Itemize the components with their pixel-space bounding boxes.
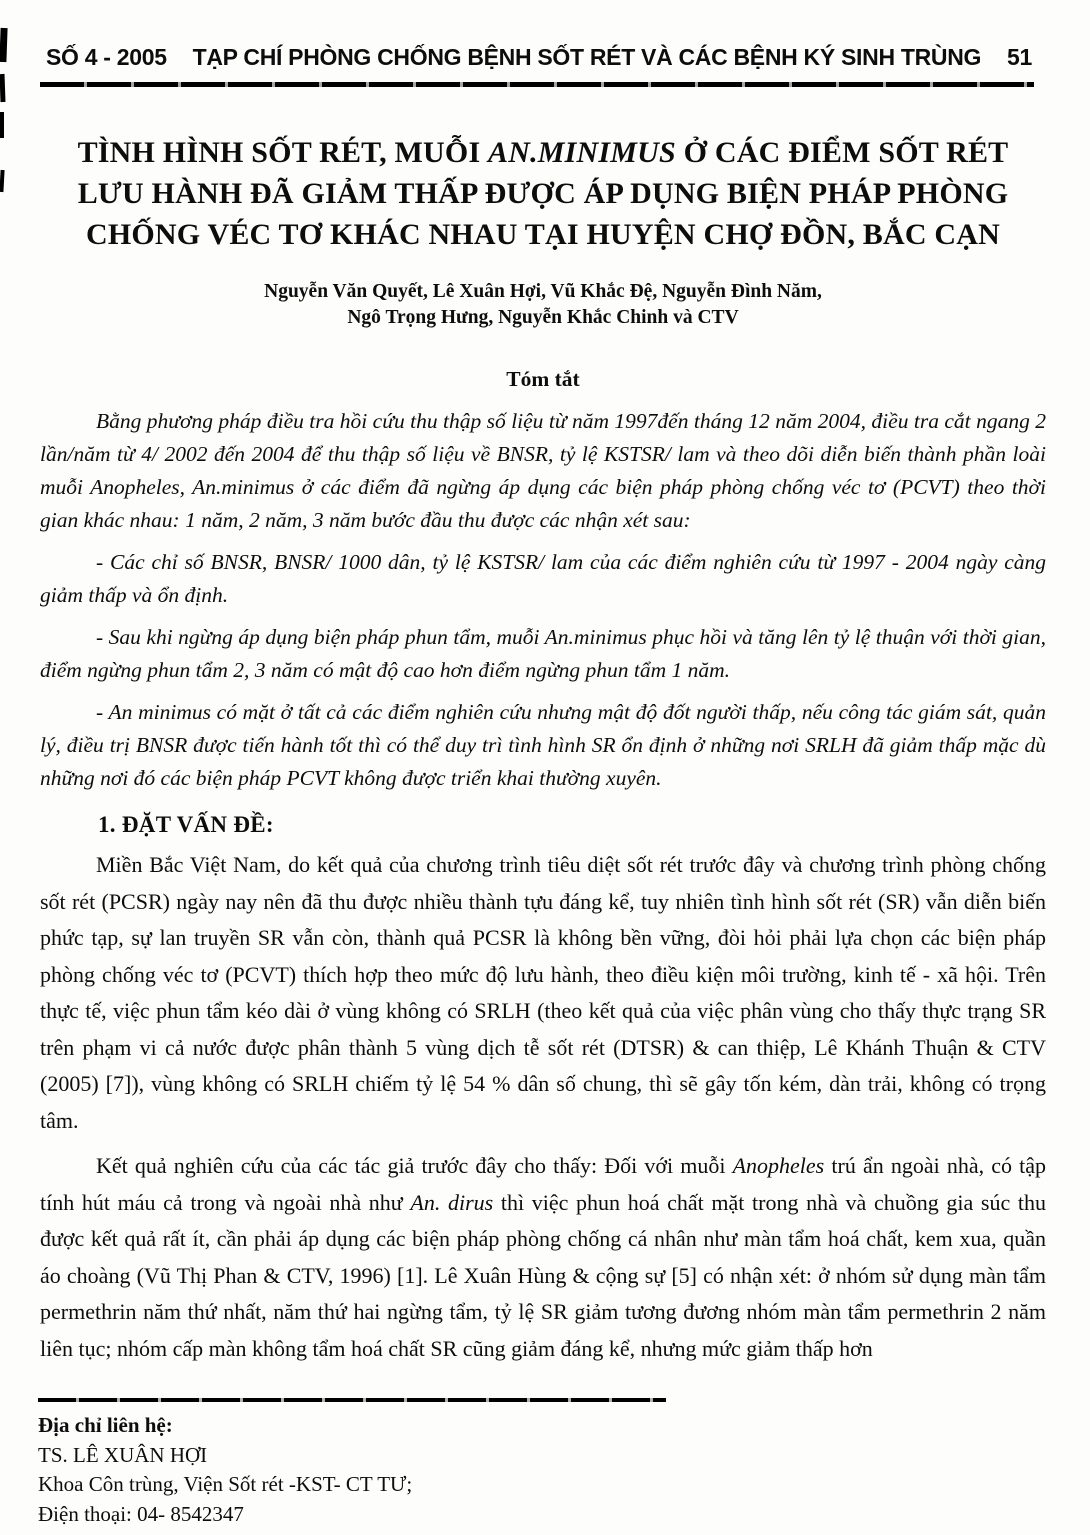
section-1-paragraph-1: Miền Bắc Việt Nam, do kết quả của chương trình tiêu diệt sốt rét trước đây và chương trình phòng chống sốt rét (PCSR) ngày nay nên đã thu được nhiều thành tựu đáng kể, tuy nhiên tình hình sốt rét (SR) vẫn diễn biến phức tạp, sự lan truyền SR vẫn còn, thành quả PCSR là không bền vững, đòi hỏi phải lựa chọn các biện pháp phòng chống véc tơ (PCVT) thích hợp theo mức độ lưu hành, theo điều kiện môi trường, kinh tế - xã hội. Trên thực tế, việc phun tẩm kéo dài ở vùng không có SRLH (theo kết quả của việc phân vùng cho thấy thực trạng SR trên phạm vi cả nước được phân thành 5 vùng dịch tễ sốt rét (DTSR) & can thiệp, Lê Khánh Thuận & CTV (2005) [7]), vùng không có SRLH chiếm tỷ lệ 54 % dân số chung, thì sẽ gây tốn kém, dàn trải, không có trọng tâm. [40,852,1046,1133]
scan-artifact [0,28,8,62]
abstract-paragraph-3: - Sau khi ngừng áp dụng biện pháp phun tẩm, muỗi An.minimus phục hồi và tăng lên tỷ lệ thuận với thời gian, điểm ngừng phun tẩm 2, 3 năm có mật độ cao hơn điểm ngừng phun tẩm 1 năm. [40,625,1046,682]
authors-line2: Ngô Trọng Hưng, Nguyễn Khắc Chinh và CTV [347,307,739,328]
contact-footnote [38,1398,666,1529]
scan-artifact [0,112,4,138]
title-line3: CHỐNG VÉC TƠ KHÁC NHAU TẠI HUYỆN CHỢ ĐỒN, BẮC CẠN [85,218,1001,251]
article-body [40,118,1046,1367]
title-line1 [78,136,1009,169]
journal-running-head [46,44,1032,71]
scan-artifact [0,170,5,192]
authors-line1: Nguyễn Văn Quyết, Lê Xuân Hợi, Vũ Khắc Đệ, Nguyễn Đình Năm, [264,281,822,302]
contact-phone: Điện thoại: 04- 8542347 [38,1501,244,1526]
contact-label: Địa chỉ liên hệ: [38,1413,173,1437]
article-title [40,132,1046,255]
abstract-section [40,405,1046,795]
scan-artifact [0,74,5,102]
section-1-paragraph-2 [40,1148,1046,1367]
species-name-anopheles: Anopheles [732,1153,825,1178]
contact-name: TS. LÊ XUÂN HỢI [38,1442,208,1467]
footnote-rule [38,1398,666,1402]
species-name-an-dirus: An. dirus [410,1189,494,1215]
abstract-heading: Tóm tắt [506,367,580,391]
section-1-heading: 1. ĐẶT VẤN ĐỀ: [98,812,274,837]
paragraph-2-text: Kết quả nghiên cứu của các tác giả trước đây cho thấy: Đối với muỗi [96,1153,733,1178]
contact-department: Khoa Côn trùng, Viện Sốt rét -KST- CT TƯ; [38,1472,413,1496]
author-list [40,279,1046,331]
page-number: 51 [1007,44,1032,70]
title-line2: LƯU HÀNH ĐÃ GIẢM THẤP ĐƯỢC ÁP DỤNG BIỆN PHÁP PHÒNG [77,177,1009,210]
title-line1-post: Ở CÁC ĐIỂM SỐT RÉT [675,136,1009,169]
header-rule [40,82,1034,87]
title-species-name: AN.MINIMUS [488,136,676,169]
paragraph-2-text: thì việc phun hoá chất mặt trong nhà và chuồng gia súc thu được kết quả rất ít, cần phải áp dụng các biện pháp phòng chống cá nhân như màn tẩm hoá chất, kem xua, quần áo choàng (Vũ Thị Phan & CTV, 1996) [1]. Lê Xuân Hùng & cộng sự [5] có nhận xét: ở nhóm sử dụng màn tẩm permethrin năm thứ nhất, năm thứ hai ngừng tẩm, tỷ lệ SR giảm tương đương nhóm màn tẩm permethrin 2 năm liên tục; nhóm cấp màn không tẩm hoá chất SR cũng giảm đáng kể, nhưng mức giảm thấp hơn [40,1189,1046,1361]
abstract-paragraph-4: - An minimus có mặt ở tất cả các điểm nghiên cứu nhưng mật độ đốt người thấp, nếu công tác giám sát, quản lý, điều trị BNSR được tiến hành tốt thì có thể duy trì tình hình SR ổn định ở những nơi SRLH đã giảm thấp mặc dù những nơi đó các biện pháp PCVT không được triển khai thường xuyên. [40,700,1046,790]
title-line1-pre: TÌNH HÌNH SỐT RÉT, MUỖI [77,136,489,169]
journal-title: TẠP CHÍ PHÒNG CHỐNG BỆNH SỐT RÉT VÀ CÁC BỆNH KÝ SINH TRÙNG [192,44,982,70]
abstract-paragraph-2: - Các chỉ số BNSR, BNSR/ 1000 dân, tỷ lệ KSTSR/ lam của các điểm nghiên cứu từ 1997 - 2004 ngày càng giảm thấp và ổn định. [40,550,1046,607]
issue-number: SỐ 4 - 2005 [46,44,167,70]
paragraph-2-text: trú ẩn ngoài nhà, có tập tính hút máu cả trong và ngoài nhà như [40,1153,1046,1215]
abstract-paragraph-1: Bằng phương pháp điều tra hồi cứu thu thập số liệu từ năm 1997đến tháng 12 năm 2004, điều tra cắt ngang 2 lần/năm từ 4/ 2002 đến 2004 để thu thập số liệu về BNSR, tỷ lệ KSTSR/ lam và theo dõi diễn biến thành phần loài muỗi Anopheles, An.minimus ở các điểm đã ngừng áp dụng các biện pháp phòng chống véc tơ (PCVT) theo thời gian khác nhau: 1 năm, 2 năm, 3 năm bước đầu thu được các nhận xét sau: [40,409,1046,532]
